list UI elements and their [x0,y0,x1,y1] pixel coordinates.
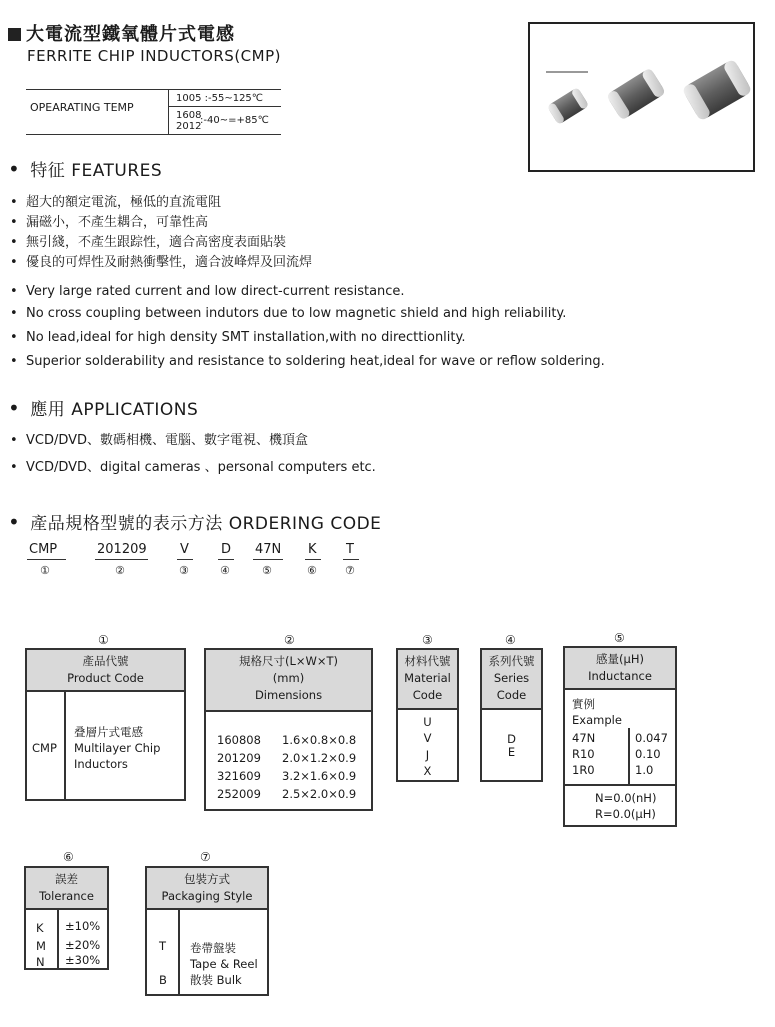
inductance-note-uh: R=0.0(μH) [595,807,656,821]
dim-row-1-value: 1.6×0.8×0.8 [282,733,357,747]
code-part-6: K [308,542,317,557]
pack-row-1-code: T [159,939,167,953]
code-part-7: T [346,542,354,557]
series-code-d: D [507,732,516,746]
dim-row-4-code: 252009 [217,787,261,801]
code-part-3: V [180,542,189,557]
ind-row-3-code: 1R0 [572,763,595,777]
packaging-header: 包裝方式 Packaging Style [147,868,267,910]
product-code-value: CMP [32,741,57,755]
chip-inductors-image [530,24,753,170]
tol-row-2-code: M [36,939,46,953]
feature-en-2: • No cross coupling between indutors due to low magnetic shield and high reliability. [10,306,567,321]
product-code-header: 產品代號 Product Code [27,650,184,692]
ind-row-3-value: 1.0 [635,763,654,777]
ind-row-2-code: R10 [572,747,595,761]
feature-cn-3: • 無引綫，不產生跟踪性，適合高密度表面貼裝 [10,235,287,250]
code-part-4: D [221,542,232,557]
temp-row-sizes: 1608 2012 [176,110,202,132]
operating-temp-label: OPEARATING TEMP [30,101,134,114]
product-code-desc: 叠層片式電感 Multilayer Chip Inductors [74,725,161,771]
pack-row-1-en: Tape & Reel [190,957,258,971]
pack-row-2-code: B [159,973,167,987]
temp-row-1005: 1005 :-55~125℃ [176,93,264,104]
page-title-en: FERRITE CHIP INDUCTORS(CMP) [27,47,281,65]
t3-number: ③ [422,633,433,647]
applications-heading: • 應用 APPLICATIONS [8,396,199,420]
code-num-6: ⑥ [307,564,317,577]
ordering-heading: • 產品規格型號的表示方法 ORDERING CODE [8,510,382,534]
ind-row-1-value: 0.047 [635,731,668,745]
material-code-header: 材料代號 Material Code [398,650,457,710]
series-code-header: 系列代號 Series Code [482,650,541,710]
dim-row-2-code: 201209 [217,751,261,765]
tol-row-1-code: K [36,921,44,935]
packaging-table [145,866,269,996]
tol-row-3-code: N [36,955,45,969]
material-code-u: U [423,715,432,729]
title-cn-text: 大電流型鐵氧體片式電感 [26,24,235,45]
dim-row-3-value: 3.2×1.6×0.9 [282,769,357,783]
code-num-5: ⑤ [262,564,272,577]
tol-row-1-value: ±10% [65,919,101,933]
t5-number: ⑤ [614,631,625,645]
inductance-example-cn: 實例 [572,697,595,711]
code-part-2: 201209 [97,542,147,557]
code-num-4: ④ [220,564,230,577]
material-code-j: J [425,748,430,762]
dim-row-4-value: 2.5×2.0×0.9 [282,787,357,801]
t7-number: ⑦ [200,850,211,864]
code-num-2: ② [115,564,125,577]
code-num-7: ⑦ [345,564,355,577]
material-code-table [396,648,459,782]
t1-number: ① [98,633,109,647]
series-code-e: E [507,745,516,759]
tolerance-header: 誤差 Tolerance [26,868,107,910]
page-title-cn [8,20,235,46]
material-code-v: V [423,731,432,745]
features-heading: • 特征 FEATURES [8,157,163,181]
product-code-table [25,648,186,801]
feature-cn-2: • 漏磁小，不產生耦合，可靠性高 [10,215,209,230]
series-code-table [480,648,543,782]
temp-row-range: :-40~=+85℃ [200,115,269,126]
dimensions-table [204,648,373,811]
application-en: • VCD/DVD、digital cameras 、personal computers etc. [10,460,376,475]
pack-row-2-label: 散裝 Bulk [190,973,242,987]
feature-en-4: • Superior solderability and resistance to soldering heat,ideal for wave or reflow soldering. [10,354,605,369]
ind-row-2-value: 0.10 [635,747,661,761]
t2-number: ② [284,633,295,647]
tolerance-table [24,866,109,970]
t4-number: ④ [505,633,516,647]
dim-row-3-code: 321609 [217,769,261,783]
code-part-5: 47N [255,542,282,557]
inductance-table [563,646,677,827]
ind-row-1-code: 47N [572,731,596,745]
tol-row-2-value: ±20% [65,938,101,952]
dim-row-2-value: 2.0×1.2×0.9 [282,751,357,765]
dimensions-header: 規格尺寸(L×W×T) (mm) Dimensions [206,650,371,712]
inductance-example-en: Example [572,713,622,727]
code-num-3: ③ [179,564,189,577]
feature-en-1: • Very large rated current and low direct-current resistance. [10,284,405,299]
inductance-note-nh: N=0.0(nH) [595,791,657,805]
tol-row-3-value: ±30% [65,953,101,967]
code-part-1: CMP [29,542,58,557]
application-cn: • VCD/DVD、數碼相機、電腦、數字電視、機頂盒 [10,433,309,448]
product-photo [528,22,755,172]
square-bullet-icon [8,28,21,41]
inductance-header: 感量(μH) Inductance [565,648,675,690]
code-num-1: ① [40,564,50,577]
dim-row-1-code: 160808 [217,733,261,747]
material-code-x: X [423,764,432,778]
pack-row-1-cn: 卷帶盤裝 [190,941,236,955]
feature-cn-1: • 超大的額定電流，極低的直流電阻 [10,195,222,210]
t6-number: ⑥ [63,850,74,864]
feature-cn-4: • 優良的可焊性及耐熱衝擊性，適合波峰焊及回流焊 [10,255,313,270]
operating-temp-table [26,89,281,135]
feature-en-3: • No lead,ideal for high density SMT installation,with no directtionlity. [10,330,466,345]
